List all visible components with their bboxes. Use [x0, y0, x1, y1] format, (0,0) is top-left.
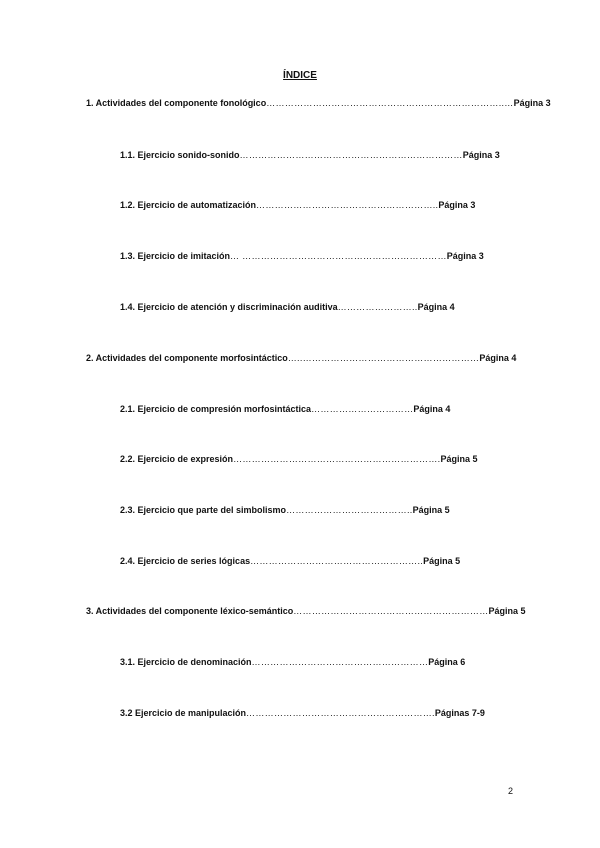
toc-entry-2 [86, 352, 515, 364]
toc-entry-1-4 [120, 301, 455, 313]
toc-entry-page: Página 4 [413, 404, 451, 414]
toc-entry-text: 2.1. Ejercicio de compresión morfosintáctica [120, 404, 312, 414]
toc-leader-dots: ……………………………………………….. [250, 556, 424, 566]
toc-leader-dots: …………………………………………………………. [233, 454, 441, 464]
toc-entry-2-3 [120, 504, 450, 516]
toc-leader-dots: …..………………………………………………… [287, 353, 480, 363]
toc-entry-text: 2.3. Ejercicio que parte del simbolismo [120, 505, 287, 515]
toc-leader-dots: ……………………………………………………… [293, 606, 489, 616]
toc-entry-page: Páginas 7-9 [434, 708, 485, 718]
toc-entry-3-2 [120, 707, 485, 719]
toc-entry-2-4 [120, 555, 460, 567]
toc-entry-text: 2.4. Ejercicio de series lógicas [120, 556, 251, 566]
toc-entry-text: 1.1. Ejercicio sonido-sonido [120, 150, 240, 160]
toc-leader-dots: … ………………………………………………………… [230, 251, 447, 261]
toc-entry-2-2 [120, 453, 477, 465]
toc-leader-dots: ………………………………….. [286, 505, 413, 515]
toc-leader-dots: …………………………… [311, 404, 414, 414]
toc-entry-text: 3. Actividades del componente léxico-semántico [86, 606, 294, 616]
toc-entry-1-1 [120, 149, 500, 161]
toc-leader-dots: ………………………………………………….. [256, 200, 439, 210]
toc-entry-page: Página 3 [438, 200, 476, 210]
toc-entry-text: 2. Actividades del componente morfosintáctico [86, 353, 288, 363]
page-number: 2 [508, 786, 514, 796]
toc-leader-dots: …………………….. [337, 302, 418, 312]
toc-entry-text: 3.2 Ejercicio de manipulación [120, 708, 247, 718]
toc-entry-page: Página 5 [423, 556, 461, 566]
toc-entry-page: Página 5 [412, 505, 450, 515]
toc-entry-text: 3.1. Ejercicio de denominación [120, 657, 252, 667]
index-title: ÍNDICE [283, 70, 317, 81]
toc-entry-3-1 [120, 656, 465, 668]
toc-entry-page: Página 3 [446, 251, 484, 261]
toc-entry-text: 1. Actividades del componente fonológico [86, 98, 267, 108]
toc-entry-page: Página 6 [428, 657, 466, 667]
toc-entry-page: Página 5 [440, 454, 478, 464]
toc-entry-page: Página 3 [513, 98, 551, 108]
toc-entry-page: Página 3 [462, 150, 500, 160]
toc-entry-1 [86, 97, 551, 109]
toc-entry-1-3 [120, 250, 484, 262]
toc-entry-text: 1.4. Ejercicio de atención y discriminación auditiva [120, 302, 338, 312]
toc-entry-text: 1.2. Ejercicio de automatización [120, 200, 257, 210]
toc-entry-page: Página 5 [488, 606, 526, 616]
toc-entry-3 [86, 605, 526, 617]
toc-leader-dots: …………………………………………………………………..… [266, 98, 514, 108]
toc-entry-1-2 [120, 199, 475, 211]
toc-entry-page: Página 4 [479, 353, 517, 363]
toc-entry-text: 2.2. Ejercicio de expresión [120, 454, 234, 464]
toc-entry-2-1 [120, 403, 450, 415]
toc-leader-dots: ……………………………………………………………… [239, 150, 463, 160]
toc-leader-dots: ……………………………………………………. [246, 708, 435, 718]
toc-leader-dots: ………………………………………………… [251, 657, 429, 667]
toc-entry-text: 1.3. Ejercicio de imitación [120, 251, 231, 261]
toc-entry-page: Página 4 [417, 302, 455, 312]
